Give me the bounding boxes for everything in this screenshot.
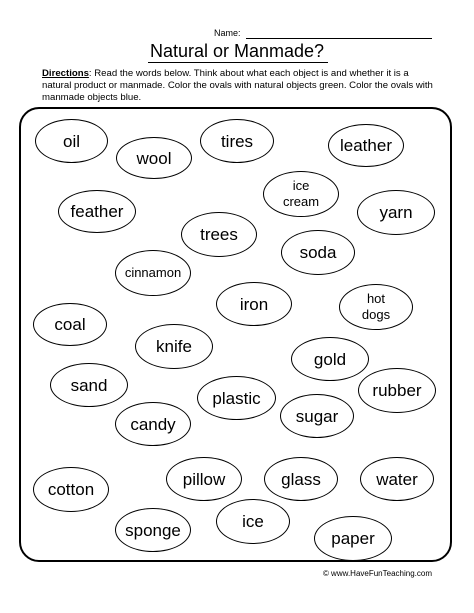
word-oval-ice[interactable] — [216, 499, 290, 544]
word-label: feather — [70, 202, 124, 221]
word-oval-gold[interactable] — [291, 337, 369, 381]
word-label: cinnamon — [124, 265, 182, 280]
word-label: oil — [62, 131, 80, 151]
word-oval-glass[interactable] — [264, 457, 338, 501]
word-oval-sugar[interactable] — [280, 394, 354, 438]
word-label: tires — [220, 131, 254, 151]
word-label: paper — [331, 529, 375, 548]
word-label: candy — [130, 414, 176, 434]
word-oval-water[interactable] — [360, 457, 434, 501]
word-label: rubber — [372, 381, 422, 400]
word-oval-sand[interactable] — [50, 363, 128, 407]
word-label: plastic — [212, 388, 261, 408]
word-oval-trees[interactable] — [181, 212, 257, 257]
word-oval-ice-cream[interactable] — [263, 171, 339, 217]
word-oval-feather[interactable] — [58, 190, 136, 233]
word-oval-yarn[interactable] — [357, 190, 435, 235]
directions-text — [42, 68, 434, 104]
word-oval-iron[interactable] — [216, 282, 292, 326]
directions-body: : Read the words below. Think about what each object is and whether it is a natural product or manmade. Color the ovals with natural objects green. Color the ovals with manmade objects blue. — [42, 68, 433, 103]
word-oval-leather[interactable] — [328, 124, 404, 167]
worksheet-title: Natural or Manmade? — [149, 41, 325, 61]
word-oval-candy[interactable] — [115, 402, 191, 446]
word-label: coal — [54, 315, 86, 334]
word-oval-plastic[interactable] — [197, 376, 276, 420]
word-label: gold — [313, 349, 347, 369]
word-label: hot dogs — [361, 291, 391, 322]
word-oval-cinnamon[interactable] — [115, 250, 191, 296]
word-label: wool — [136, 148, 172, 168]
word-oval-pillow[interactable] — [166, 457, 242, 501]
name-field-label: Name: — [214, 28, 241, 38]
word-label: iron — [239, 294, 269, 314]
word-oval-rubber[interactable] — [358, 368, 436, 413]
word-label: leather — [340, 136, 392, 155]
name-field-line[interactable] — [246, 38, 432, 39]
word-oval-oil[interactable] — [35, 119, 108, 163]
word-label: ice — [242, 512, 264, 531]
footer-copyright: © www.HaveFunTeaching.com — [322, 569, 432, 578]
word-label: soda — [299, 243, 337, 262]
word-label: glass — [281, 469, 321, 489]
word-label: yarn — [379, 203, 413, 222]
word-oval-soda[interactable] — [281, 230, 355, 275]
word-oval-tires[interactable] — [200, 119, 274, 163]
word-oval-hot-dogs[interactable] — [339, 284, 413, 330]
word-label: cotton — [47, 480, 95, 499]
word-label: ice cream — [282, 178, 320, 209]
word-label: trees — [200, 225, 238, 244]
word-label: sponge — [125, 520, 181, 540]
directions-label: Directions — [42, 68, 89, 79]
word-label: sand — [70, 375, 108, 395]
word-label: knife — [156, 337, 192, 356]
word-oval-paper[interactable] — [314, 516, 392, 561]
title-underline — [148, 62, 328, 63]
word-label: pillow — [182, 469, 226, 489]
word-oval-wool[interactable] — [116, 137, 192, 179]
word-oval-coal[interactable] — [33, 303, 107, 346]
word-oval-sponge[interactable] — [115, 508, 191, 552]
word-label: water — [376, 469, 418, 489]
word-oval-knife[interactable] — [135, 324, 213, 369]
word-label: sugar — [295, 406, 339, 426]
word-oval-cotton[interactable] — [33, 467, 109, 512]
